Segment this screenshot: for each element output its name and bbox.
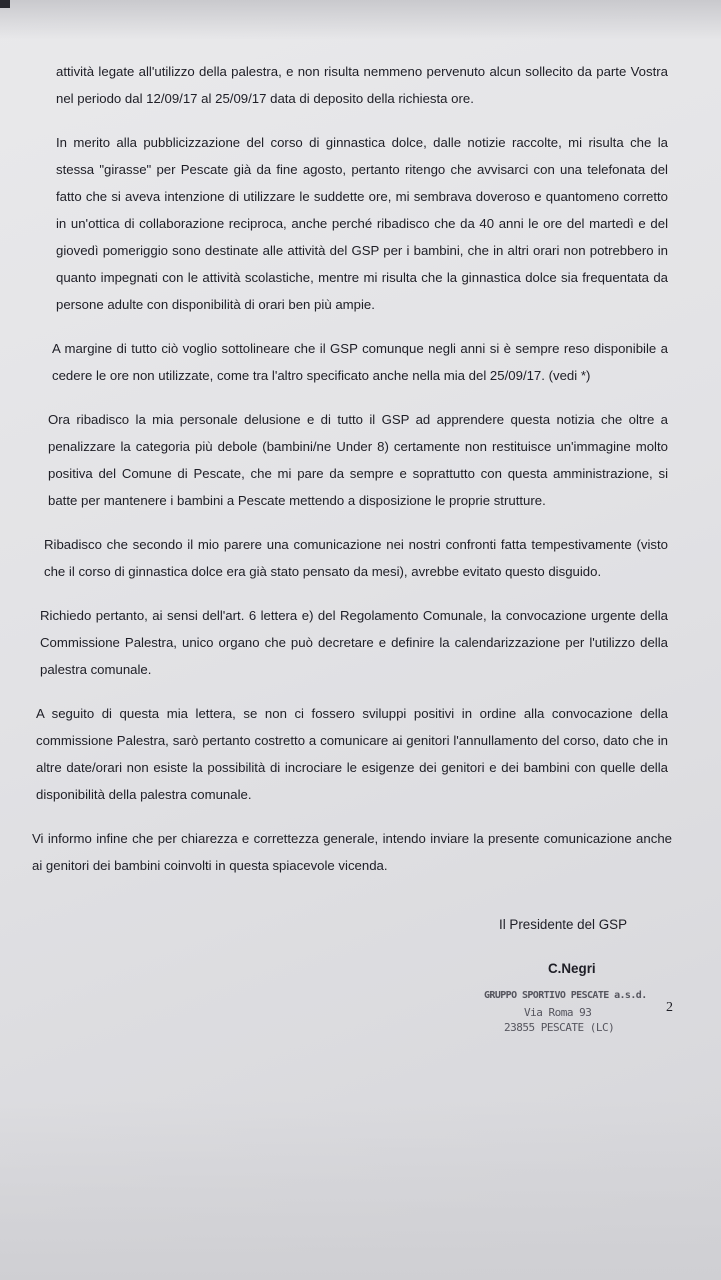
stamp-line-address: Via Roma 93: [524, 1006, 592, 1019]
paragraph-3: A margine di tutto ciò voglio sottolineare che il GSP comunque negli anni si è sempre reso disponibile a cedere le ore non utilizzate, come tra l'altro specificato anche nella mia del 25/09/17. (vedi *): [52, 341, 668, 383]
paragraph-5: Ribadisco che secondo il mio parere una comunicazione nei nostri confronti fatta tempestivamente (visto che il corso di ginnastica dolce era già stato pensato da mesi), avrebbe evitato questo disguido.: [44, 537, 668, 579]
paragraph-6: Richiedo pertanto, ai sensi dell'art. 6 lettera e) del Regolamento Comunale, la convocazione urgente della Commissione Palestra, unico organo che può decretare e definire la calendarizzazione per l'utilizzo della palestra comunale.: [40, 608, 668, 677]
paragraph-7: A seguito di questa mia lettera, se non ci fossero sviluppi positivi in ordine alla convocazione della commissione Palestra, sarò pertanto costretto a comunicare ai genitori l'annullamento del corso, dato che in altre date/orari non esiste la possibilità di incrociare le esigenze dei genitori e dei bambini con quelle della disponibilità della palestra comunale.: [36, 706, 668, 802]
paragraph-2: In merito alla pubblicizzazione del corso di ginnastica dolce, dalle notizie raccolte, mi risulta che la stessa "girasse" per Pescate già da fine agosto, pertanto ritengo che avvisarci con una telefonata del fatto che si aveva intenzione di utilizzare le suddette ore, mi sembrava doveroso e quantomeno corretto in un'ottica di collaborazione reciproca, anche perché ribadisco che da 40 anni le ore del martedì e del giovedì pomeriggio sono destinate alle attività del GSP per i bambini, che in altri orari non potrebbero in quanto impegnati con le attività scolastiche, mentre mi risulta che la ginnastica dolce sia frequentata da persone adulte con disponibilità di orari ben più ampie.: [56, 135, 668, 312]
paragraph-1: attività legate all'utilizzo della palestra, e non risulta nemmeno pervenuto alcun sollecito da parte Vostra nel periodo dal 12/09/17 al 25/09/17 data di deposito della richiesta ore.: [56, 64, 668, 106]
association-stamp: [484, 990, 654, 1042]
stamp-line-city: 23855 PESCATE (LC): [504, 1021, 615, 1034]
signer-name: C.Negri: [548, 961, 596, 976]
page-number: 2: [666, 1000, 673, 1015]
stamp-line-association: GRUPPO SPORTIVO PESCATE a.s.d.: [484, 990, 647, 1001]
bottom-shadow: [0, 1100, 721, 1280]
paragraph-8: Vi informo infine che per chiarezza e correttezza generale, intendo inviare la presente comunicazione anche ai genitori dei bambini coinvolti in questa spiacevole vicenda.: [32, 831, 672, 873]
paragraph-4: Ora ribadisco la mia personale delusione e di tutto il GSP ad apprendere questa notizia che oltre a penalizzare la categoria più debole (bambini/ne Under 8) certamente non restituisce un'immagine molto positiva del Comune di Pescate, che mi pare da sempre e soprattutto con questa amministrazione, si batte per mantenere i bambini a Pescate mettendo a disposizione le proprie strutture.: [48, 412, 668, 508]
signer-title: Il Presidente del GSP: [499, 917, 628, 932]
